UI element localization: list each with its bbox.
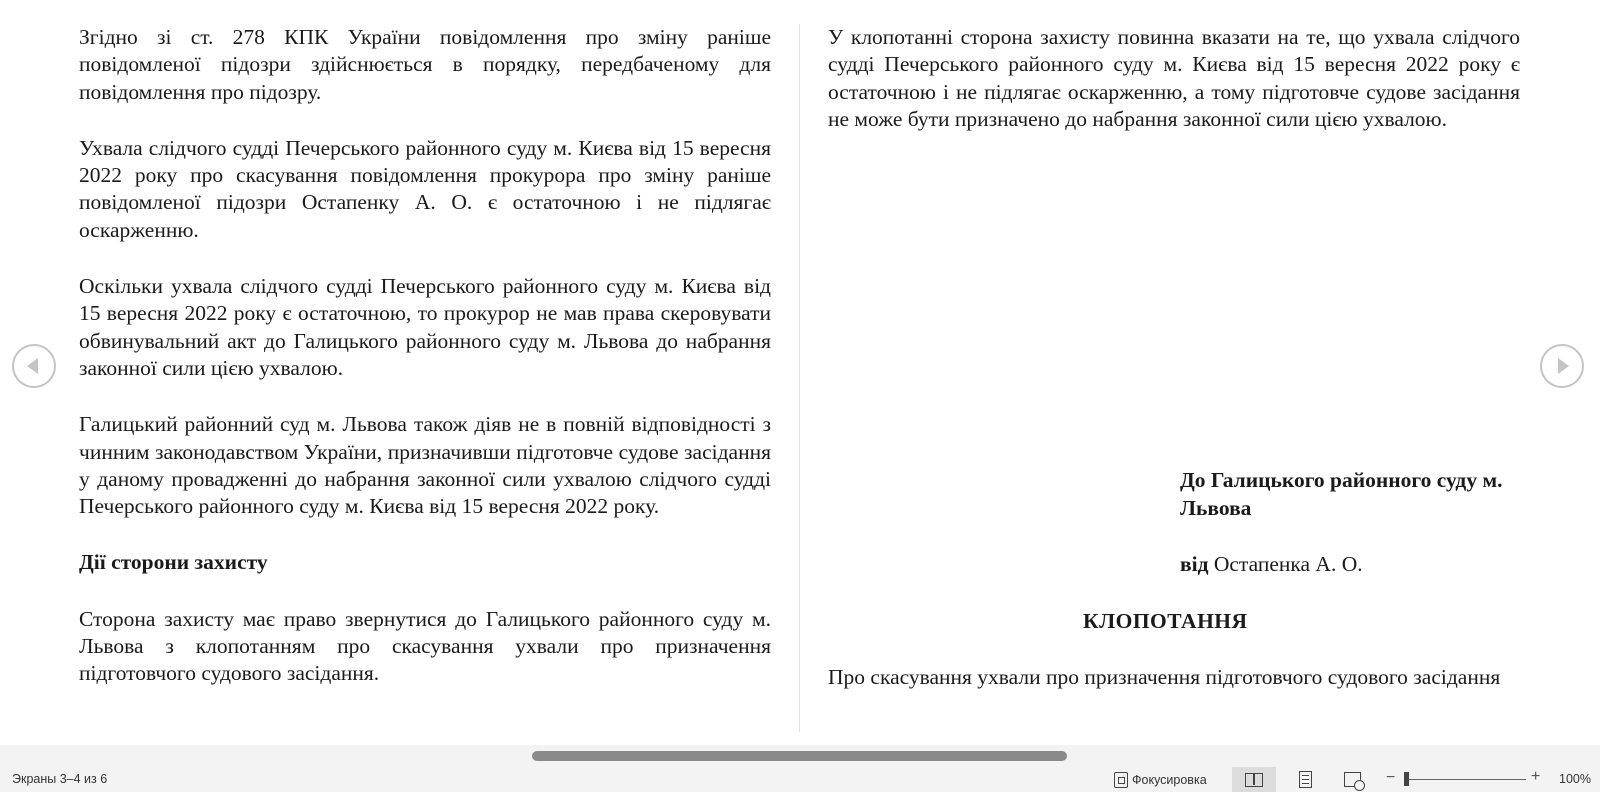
paragraph: Ухвала слідчого судді Печерського районного суду м. Києва від 15 вересня 2022 року про скасування повідомлення прокурора про зміну раніше повідомленої підозри Остапенку А. О. є остаточною і не підлягає оскарженню. bbox=[79, 135, 771, 242]
horizontal-scrollbar[interactable] bbox=[0, 745, 1600, 767]
status-bar bbox=[0, 767, 1600, 792]
sender-name: Остапенка А. О. bbox=[1213, 552, 1363, 576]
web-icon bbox=[1344, 772, 1361, 787]
page-icon bbox=[1299, 771, 1312, 788]
zoom-out-button[interactable]: − bbox=[1386, 769, 1396, 786]
web-layout-button[interactable] bbox=[1330, 767, 1374, 792]
zoom-slider-track[interactable] bbox=[1404, 779, 1526, 780]
document-subject: Про скасування ухвали про призначення підготовчого судового засідання bbox=[828, 665, 1501, 689]
section-heading: Дії сторони захисту bbox=[79, 550, 268, 575]
read-mode-button[interactable] bbox=[1232, 767, 1276, 792]
paragraph: Оскільки ухвала слідчого судді Печерського районного суду м. Києва від 15 вересня 2022 року є остаточною, то прокурор не мав права скеровувати обвинувальний акт до Галицького районного суду м. Львова до набрання законної сили цією ухвалою. bbox=[79, 274, 771, 380]
focus-mode-button[interactable] bbox=[1114, 768, 1207, 791]
addressee: До Галицького районного суду м. Львова bbox=[1180, 468, 1503, 520]
next-page-button[interactable] bbox=[1540, 344, 1584, 388]
zoom-in-button[interactable]: + bbox=[1531, 768, 1541, 785]
sender-line bbox=[1180, 551, 1363, 578]
page-divider bbox=[799, 24, 800, 732]
zoom-level[interactable]: 100% bbox=[1559, 772, 1591, 786]
right-page bbox=[828, 24, 1520, 689]
page-counter: Экраны 3–4 из 6 bbox=[12, 772, 108, 786]
paragraph: Галицький районний суд м. Львова також діяв не в повній відповідності з чинним законодавством України, призначивши підготовче судове засідання у даному провадженні до набрання законної сили ухвалою слідчого судді Печерського районного суду м. Києва від 15 вересня 2022 року. bbox=[79, 412, 771, 519]
left-page bbox=[79, 24, 771, 717]
paragraph: У клопотанні сторона захисту повинна вказати на те, що ухвала слідчого судді Печерського районного суду м. Києва від 15 вересня 2022 року є остаточною і не підлягає оскарженню, а тому підготовче судове засідання не може бути призначено до набрання законної сили цією ухвалою. bbox=[828, 25, 1520, 131]
focus-icon bbox=[1114, 772, 1128, 788]
focus-label: Фокусировка bbox=[1132, 772, 1207, 787]
book-icon bbox=[1245, 773, 1263, 787]
print-layout-button[interactable] bbox=[1283, 767, 1327, 792]
scrollbar-thumb[interactable] bbox=[532, 751, 1067, 761]
paragraph: Згідно зі ст. 278 КПК України повідомлення про зміну раніше повідомленої підозри здійснюється в порядку, передбаченому для повідомлення про підозру. bbox=[79, 25, 771, 104]
document-title: КЛОПОТАННЯ bbox=[1083, 609, 1248, 633]
chevron-right-icon bbox=[1558, 358, 1569, 374]
previous-page-button[interactable] bbox=[12, 344, 56, 388]
paragraph: Сторона захисту має право звернутися до Галицького районного суду м. Львова з клопотанням про скасування ухвали про призначення підготовчого судового засідання. bbox=[79, 606, 771, 686]
sender-label: від bbox=[1180, 552, 1209, 576]
chevron-left-icon bbox=[27, 358, 38, 374]
zoom-slider-thumb[interactable] bbox=[1404, 772, 1409, 786]
